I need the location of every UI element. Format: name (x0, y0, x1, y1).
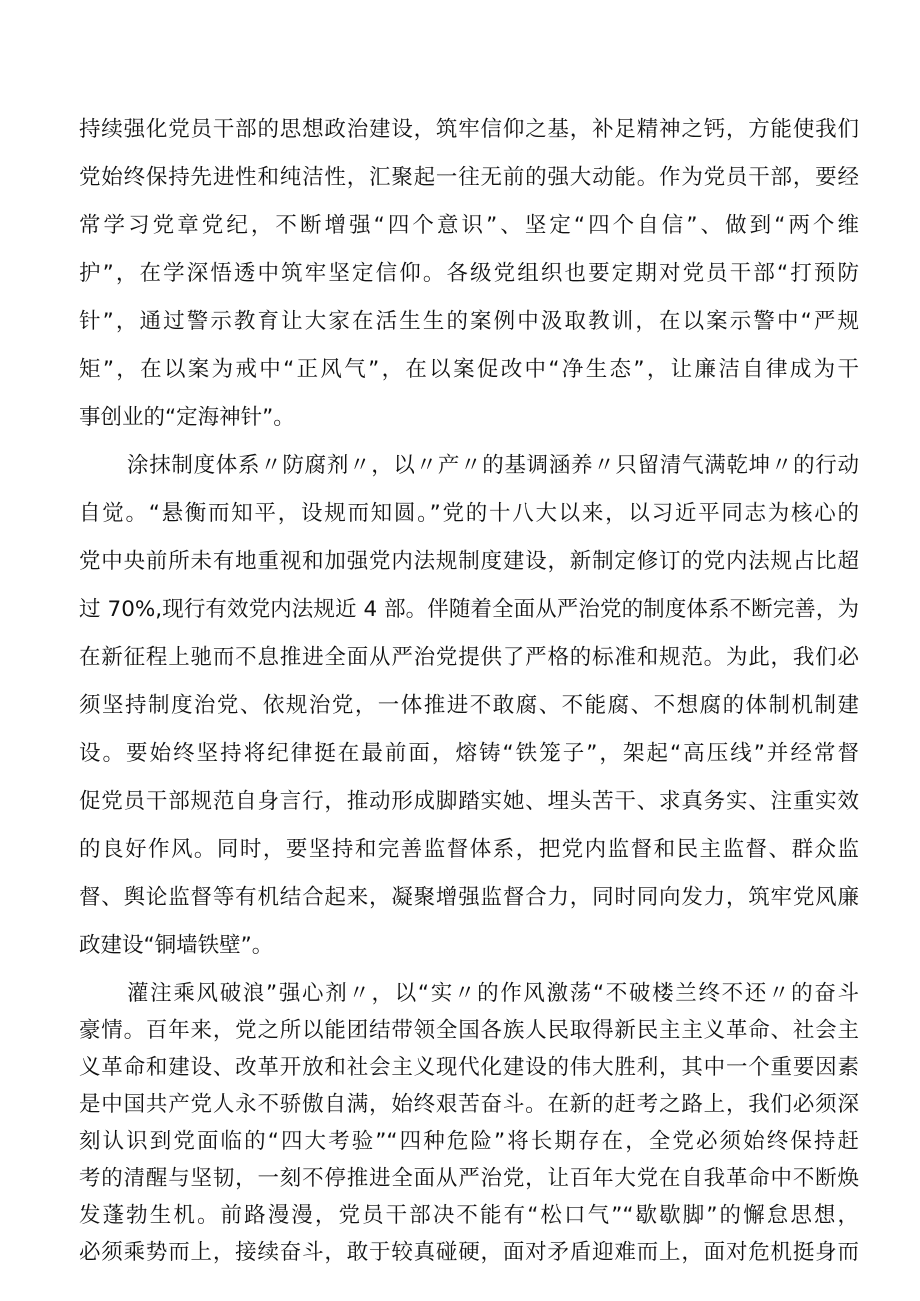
text-line: 护”，在学深悟透中筑牢坚定信仰。各级党组织也要定期对党员干部“打预防 (79, 261, 859, 286)
text-line: 须坚持制度治党、依规治党，一体推进不敢腐、不能腐、不想腐的体制机制建 (79, 693, 859, 718)
text-line: 发蓬勃生机。前路漫漫，党员干部决不能有“松口气”“歇歇脚”的懈怠思想， (79, 1203, 859, 1228)
text-line: 必须乘势而上，接续奋斗，敢于较真碰硬，面对矛盾迎难而上，面对危机挺身而 (79, 1240, 859, 1265)
text-line: 政建设“铜墙铁壁”。 (79, 933, 274, 958)
text-line: 事创业的“定海神针”。 (79, 405, 295, 430)
text-line: 义革命和建设、改革开放和社会主义现代化建设的伟大胜利，其中一个重要因素 (79, 1055, 859, 1080)
text-line: 促党员干部规范自身言行，推动形成脚踏实她、埋头苦干、求真务实、注重实效 (79, 789, 859, 814)
text-line: 豪情。百年来，党之所以能团结带领全国各族人民取得新民主主义革命、社会主 (79, 1018, 859, 1043)
text-line: 督、舆论监督等有机结合起来，凝聚增强监督合力，同时同向发力，筑牢党风廉 (79, 885, 859, 910)
text-line: 的良好作风。同时，要坚持和完善监督体系，把党内监督和民主监督、群众监 (79, 837, 859, 862)
text-line: 灌注乘风破浪”强心剂〃，以“实〃的作风激荡“不破楼兰终不还〃的奋斗 (127, 981, 859, 1006)
text-line: 是中国共产党人永不骄傲自满，始终艰苦奋斗。在新的赶考之路上，我们必须深 (79, 1092, 859, 1117)
text-line: 党始终保持先进性和纯洁性，汇聚起一往无前的强大动能。作为党员干部，要经 (79, 165, 859, 190)
text-line: 在新征程上驰而不息推进全面从严治党提供了严格的标准和规范。为此，我们必 (79, 645, 859, 670)
text-line: 过 70%,现行有效党内法规近 4 部。伴随着全面从严治党的制度体系不断完善，为 (79, 597, 859, 622)
text-line: 矩”，在以案为戒中“正风气”，在以案促改中“净生态”，让廉洁自律成为干 (79, 357, 859, 382)
text-line: 考的清醒与坚韧，一刻不停推进全面从严治党，让百年大党在自我革命中不断焕 (79, 1166, 859, 1191)
text-line: 自觉。“悬衡而知平，设规而知圆。”党的十八大以来，以习近平同志为核心的 (79, 501, 859, 526)
text-line: 持续强化党员干部的思想政治建设，筑牢信仰之基，补足精神之钙，方能使我们 (79, 117, 859, 142)
text-line: 党中央前所未有地重视和加强党内法规制度建设，新制定修订的党内法规占比超 (79, 549, 859, 574)
text-line: 常学习党章党纪，不断增强“四个意识”、坚定“四个自信”、做到“两个维 (79, 213, 859, 238)
text-line: 刻认识到党面临的“四大考验”“四种危险”将长期存在，全党必须始终保持赶 (79, 1129, 859, 1154)
text-line: 设。要始终坚持将纪律挺在最前面，熔铸“铁笼子”，架起“高压线”并经常督 (79, 741, 859, 766)
text-line: 涂抹制度体系〃防腐剂〃，以〃产〃的基调涵养〃只留清气满乾坤〃的行动 (127, 453, 859, 478)
text-line: 针”，通过警示教育让大家在活生生的案例中汲取教训，在以案示警中“严规 (79, 309, 859, 334)
